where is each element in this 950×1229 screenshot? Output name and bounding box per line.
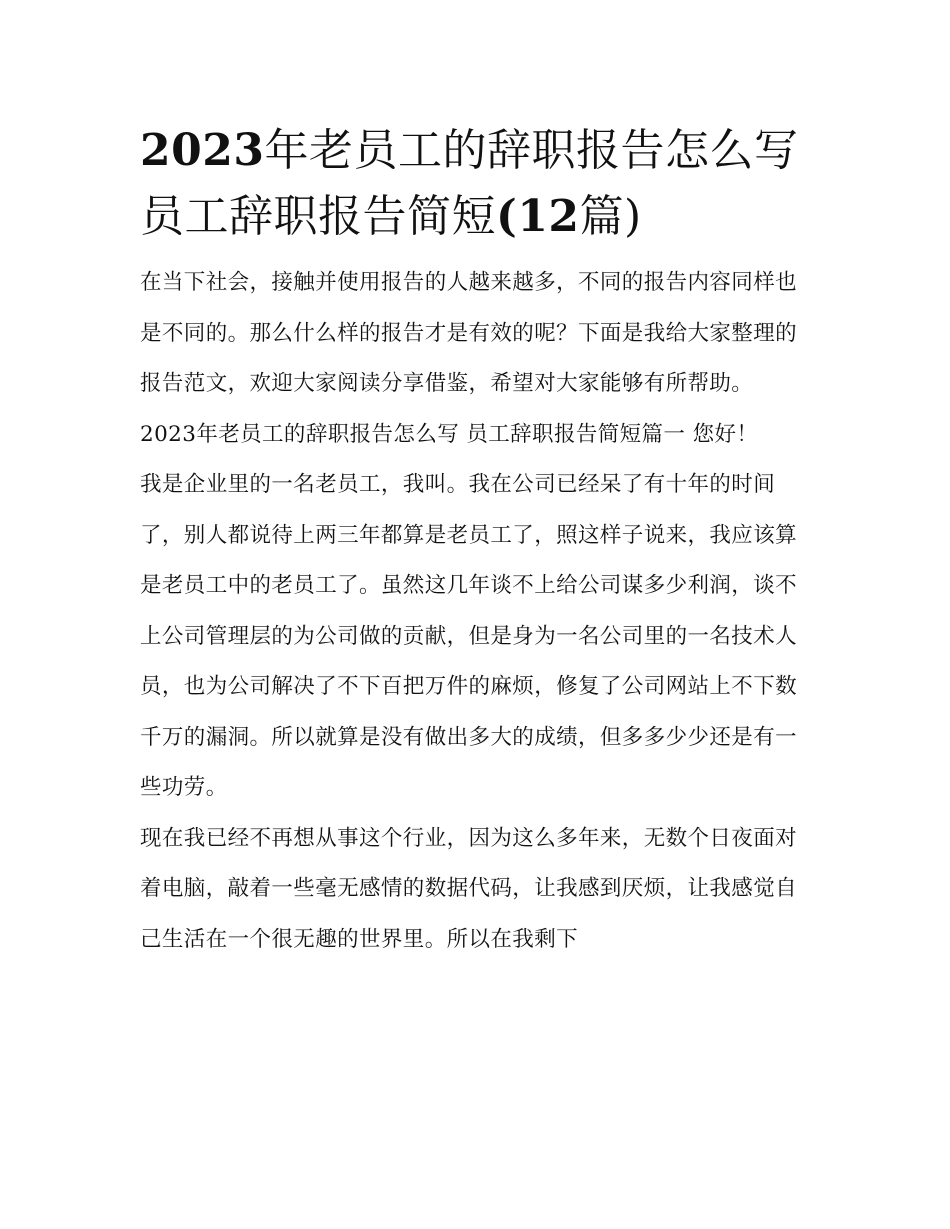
body-paragraph-1: 我是企业里的一名老员工，我叫。我在公司已经呆了有十年的时间了，别人都说待上两三年都算是老员工了，照这样子说来，我应该算是老员工中的老员工了。虽然这几年谈不上给公司谋多少利润，谈不上公司管理层的为公司做的贡献，但是身为一名公司里的一名技术人员，也为公司解决了不下百把万件的麻烦，修复了公司网站上不下数千万的漏洞。所以就算是没有做出多大的成绩，但多多少少还是有一些功劳。 [140, 472, 798, 800]
title-text: 年老员工的辞职报告怎么写 员工辞职报告简短 [140, 125, 799, 242]
document-title [140, 118, 812, 250]
section-heading-paragraph: 2023年老员工的辞职报告怎么写 员工辞职报告简短篇一 您好！ [140, 421, 759, 447]
title-count: (12 [496, 191, 580, 242]
body-paragraph-2: 现在我已经不再想从事这个行业，因为这么多年来，无数个日夜面对着电脑，敲着一些毫无感情的数据代码，让我感到厌烦，让我感觉自己生活在一个很无趣的世界里。所以在我剩下 [140, 825, 798, 952]
intro-paragraph: 在当下社会，接触并使用报告的人越来越多，不同的报告内容同样也是不同的。那么什么样的报告才是有效的呢？下面是我给大家整理的报告范文，欢迎大家阅读分享借鉴，希望对大家能够有所帮助。 [140, 270, 798, 396]
title-suffix: 篇) [579, 191, 642, 242]
document-page [140, 118, 812, 965]
title-year: 2023 [140, 125, 265, 176]
